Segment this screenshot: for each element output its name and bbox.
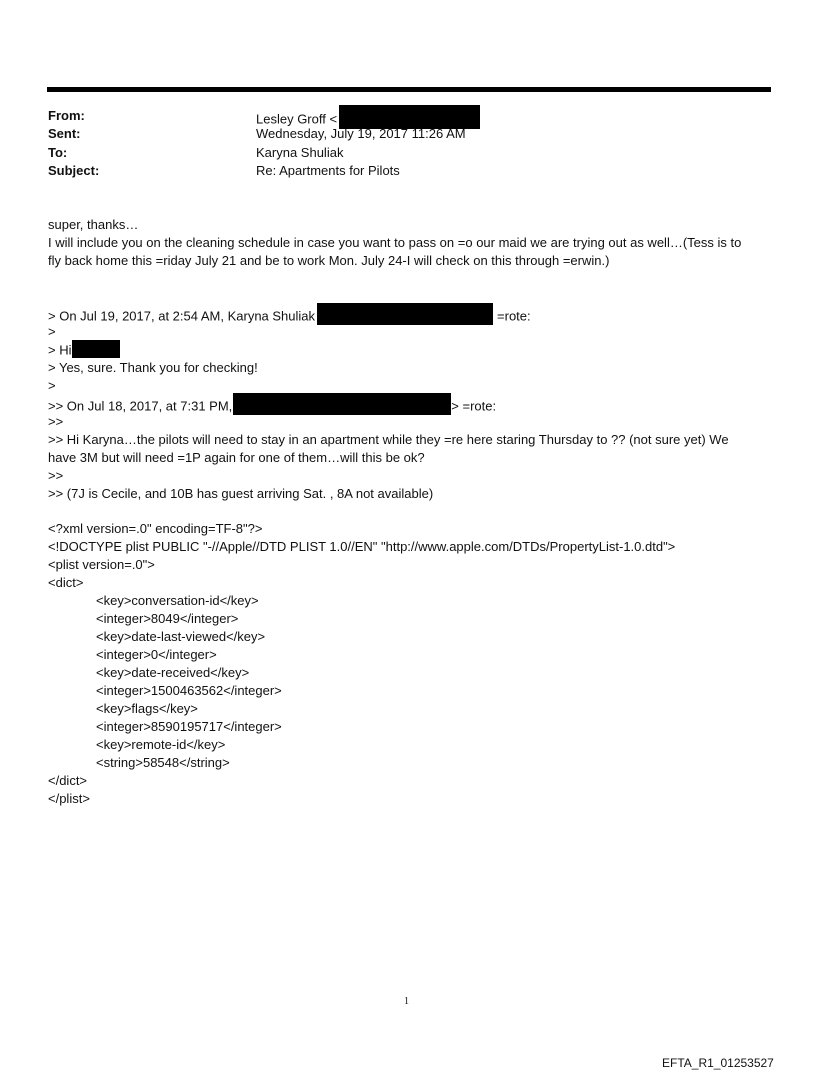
document-id: EFTA_R1_01253527: [662, 1056, 774, 1070]
page-number: 1: [404, 996, 409, 1007]
quoted-text: > On Jul 19, 2017, at 2:54 AM, Karyna Shuliak: [48, 308, 316, 324]
plist-line: <!DOCTYPE plist PUBLIC "-//Apple//DTD PLIST 1.0//EN" "http://www.apple.com/DTDs/PropertyList-1.0.dtd">: [48, 539, 676, 554]
body-line: I will include you on the cleaning schedule in case you want to pass on =o our maid we are trying out as well…(Tess is to: [48, 235, 742, 250]
quoted-line: >>: [48, 414, 64, 429]
to-value: Karyna Shuliak: [256, 145, 344, 160]
body-line: super, thanks…: [48, 217, 139, 232]
quoted-line: have 3M but will need =1P again for one of them…will this be ok?: [48, 450, 425, 465]
quoted-text: > Hi: [48, 342, 72, 358]
redaction-box: [317, 303, 493, 325]
plist-line: </dict>: [48, 773, 88, 788]
plist-line: <key>conversation-id</key>: [96, 593, 259, 608]
to-label: To:: [48, 145, 68, 160]
quoted-line: >: [48, 378, 56, 393]
body-line: fly back home this =riday July 21 and be to work Mon. July 24-I will check on this through =erwin.): [48, 253, 610, 268]
plist-line: <integer>1500463562</integer>: [96, 683, 282, 698]
plist-line: <key>date-last-viewed</key>: [96, 629, 266, 644]
plist-line: <string>58548</string>: [96, 755, 230, 770]
plist-line: <integer>0</integer>: [96, 647, 217, 662]
plist-line: <key>date-received</key>: [96, 665, 250, 680]
quoted-line: [48, 306, 531, 328]
plist-line: <key>remote-id</key>: [96, 737, 226, 752]
header-rule: [47, 87, 771, 92]
plist-line: <plist version=.0">: [48, 557, 155, 572]
redaction-box: [233, 393, 451, 415]
quoted-line: >: [48, 324, 56, 339]
plist-line: <integer>8590195717</integer>: [96, 719, 282, 734]
quoted-text: >> On Jul 18, 2017, at 7:31 PM,: [48, 398, 233, 414]
quoted-line: [48, 342, 120, 360]
quoted-text: > =rote:: [451, 398, 497, 414]
plist-line: <?xml version=.0" encoding=TF-8"?>: [48, 521, 263, 536]
subject-label: Subject:: [48, 163, 100, 178]
quoted-line: >> Hi Karyna…the pilots will need to stay in an apartment while they =re here staring Thursday to ?? (not sure yet) We: [48, 432, 729, 447]
from-name: Lesley Groff <: [256, 111, 338, 127]
redaction-box: [72, 340, 120, 358]
plist-line: <integer>8049</integer>: [96, 611, 239, 626]
quoted-line: >> (7J is Cecile, and 10B has guest arriving Sat. , 8A not available): [48, 486, 434, 501]
subject-value: Re: Apartments for Pilots: [256, 163, 400, 178]
quoted-line: > Yes, sure. Thank you for checking!: [48, 360, 258, 375]
sent-label: Sent:: [48, 126, 81, 141]
plist-line: <key>flags</key>: [96, 701, 198, 716]
plist-line: <dict>: [48, 575, 84, 590]
quoted-line: >>: [48, 468, 64, 483]
quoted-line: [48, 396, 496, 418]
from-label: From:: [48, 108, 85, 123]
sent-value: Wednesday, July 19, 2017 11:26 AM: [256, 126, 466, 141]
plist-line: </plist>: [48, 791, 90, 806]
quoted-text: =rote:: [497, 308, 531, 324]
